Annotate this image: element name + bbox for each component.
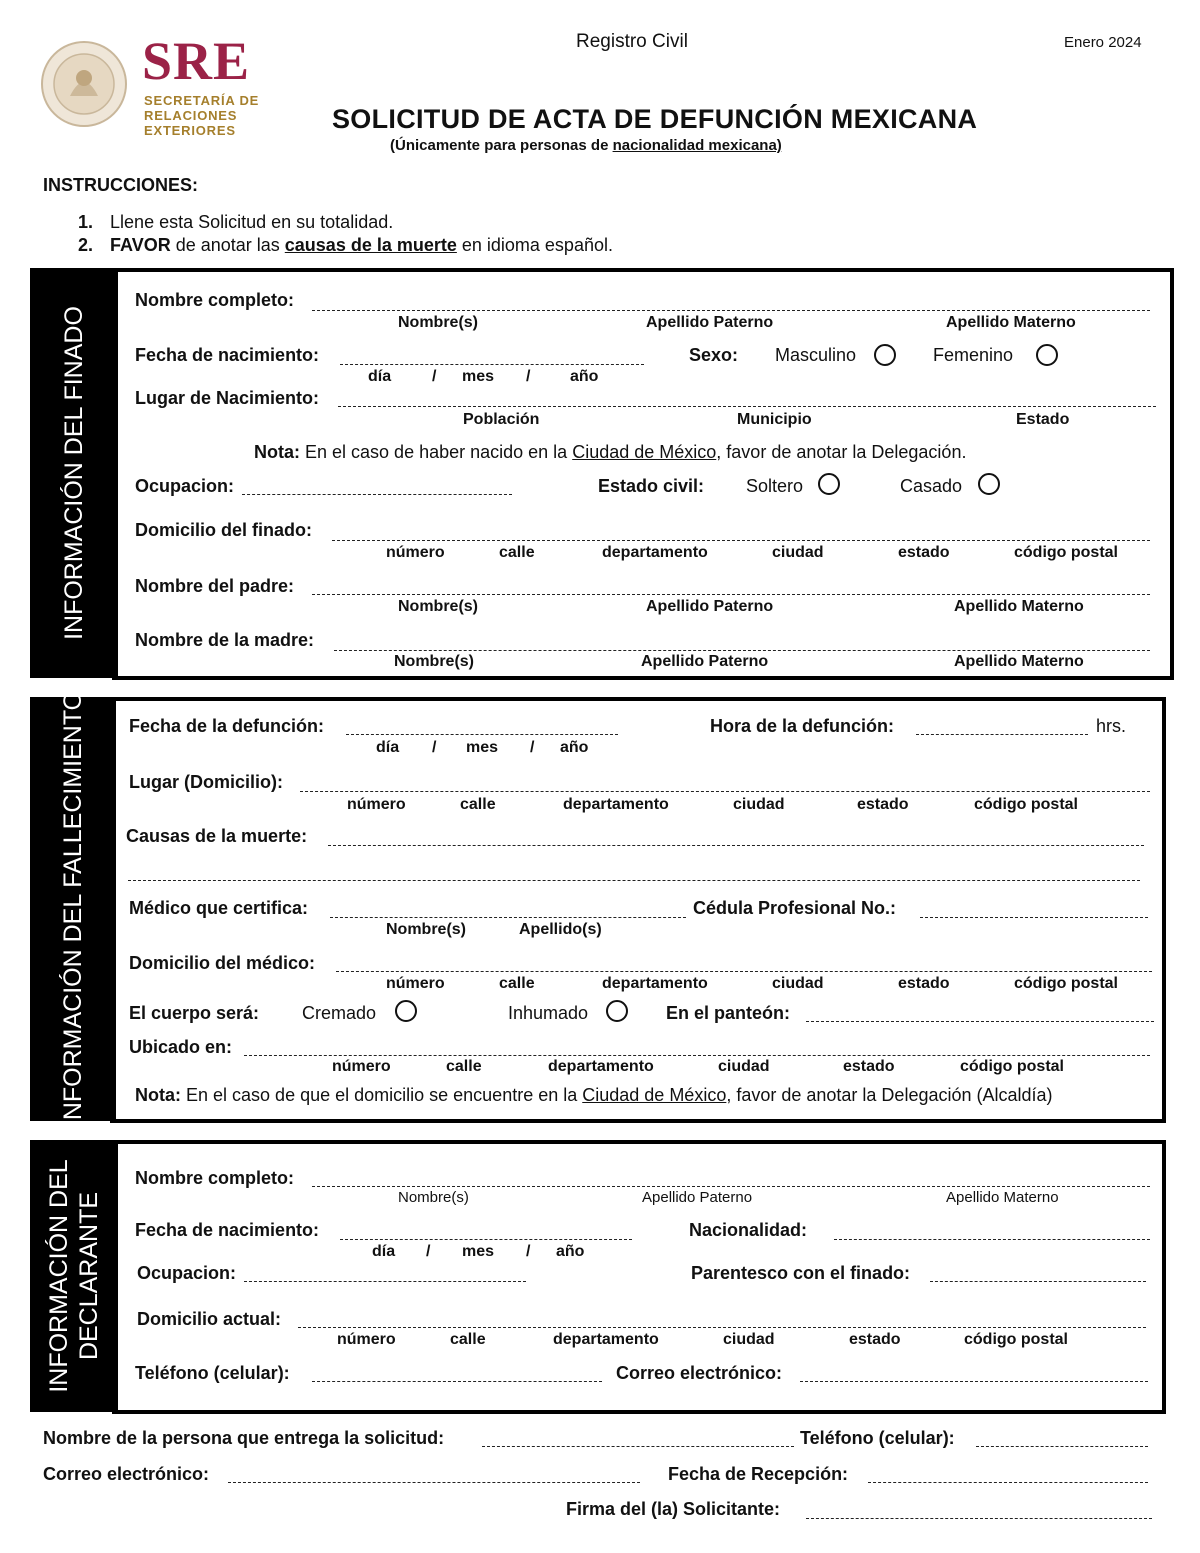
declarant-sub-nombre: Nombre(s) <box>398 1189 469 1206</box>
death-time-unit: hrs. <box>1096 716 1127 736</box>
subtitle-prefix: (Únicamente para personas de <box>390 137 613 154</box>
death-time-field[interactable] <box>916 734 1088 735</box>
finado-address-label: Domicilio del finado: <box>135 520 313 540</box>
death-place-sub-estado: estado <box>857 796 909 813</box>
location-sub-departamento: departamento <box>548 1058 654 1075</box>
declarant-birthdate-sub-dia: día <box>372 1243 396 1260</box>
section-declarante-sidebar <box>30 1140 118 1412</box>
finado-occupation-field[interactable] <box>242 494 512 495</box>
cemetery-location-field[interactable] <box>244 1055 1150 1056</box>
doctor-address-sub-estado: estado <box>898 975 950 992</box>
inhumado-radio[interactable] <box>606 1000 628 1022</box>
fallecimiento-note <box>135 1085 1053 1106</box>
declarant-email-field[interactable] <box>800 1381 1148 1382</box>
death-place-sub-calle: calle <box>460 796 496 813</box>
license-field[interactable] <box>920 917 1148 918</box>
declarant-birthdate-sub-mes: mes <box>462 1243 495 1260</box>
finado-address-sub-estado: estado <box>898 544 950 561</box>
section-declarante-title <box>44 1159 104 1392</box>
death-causes-field-1[interactable] <box>328 845 1144 846</box>
submitter-name-field[interactable] <box>482 1446 794 1447</box>
death-date-slash2: / <box>530 739 535 756</box>
declarant-phone-label: Teléfono (celular): <box>135 1363 290 1383</box>
finado-address-field[interactable] <box>332 540 1150 541</box>
section-finado-sidebar <box>30 268 118 678</box>
declarant-phone-field[interactable] <box>312 1381 602 1382</box>
death-time-label: Hora de la defunción: <box>710 716 895 736</box>
finado-birthdate-field[interactable] <box>340 364 644 365</box>
declarant-address-sub-departamento: departamento <box>553 1331 659 1348</box>
location-sub-estado: estado <box>843 1058 895 1075</box>
doctor-address-sub-calle: calle <box>499 975 535 992</box>
doctor-address-label: Domicilio del médico: <box>129 953 316 973</box>
finado-birthdate-label: Fecha de nacimiento: <box>135 345 320 365</box>
declarant-occupation-label: Ocupacion: <box>137 1263 237 1283</box>
fallecimiento-note-pre: En el caso de que el domicilio se encuentre en la <box>181 1085 583 1105</box>
finado-name-sub-paterno: Apellido Paterno <box>646 314 774 331</box>
reception-date-label: Fecha de Recepción: <box>668 1464 849 1484</box>
finado-name-sub-materno: Apellido Materno <box>946 314 1076 331</box>
instruction-2 <box>78 235 613 256</box>
death-date-slash1: / <box>432 739 437 756</box>
death-place-sub-numero: número <box>347 796 406 813</box>
death-place-sub-ciudad: ciudad <box>733 796 785 813</box>
page-title: SOLICITUD DE ACTA DE DEFUNCIÓN MEXICANA <box>332 104 978 134</box>
mother-sub-paterno: Apellido Paterno <box>641 653 769 670</box>
finado-birthplace-label: Lugar de Nacimiento: <box>135 388 320 408</box>
section-declarante-title-line1: INFORMACIÓN DEL <box>45 1159 73 1393</box>
finado-address-sub-calle: calle <box>499 544 535 561</box>
doctor-address-sub-ciudad: ciudad <box>772 975 824 992</box>
finado-note-post: , favor de anotar la Delegación. <box>716 442 967 462</box>
declarant-birthdate-label: Fecha de nacimiento: <box>135 1220 320 1240</box>
cremado-radio[interactable] <box>395 1000 417 1022</box>
declarant-birthdate-slash2: / <box>526 1243 531 1260</box>
page-subtitle <box>390 137 782 154</box>
declarant-occupation-field[interactable] <box>244 1281 526 1282</box>
instruction-2-end: en idioma español. <box>456 235 613 255</box>
femenino-label: Femenino <box>933 345 1014 365</box>
doctor-label: Médico que certifica: <box>129 898 309 918</box>
father-name-field[interactable] <box>312 594 1150 595</box>
instructions-heading: INSTRUCCIONES: <box>43 175 199 195</box>
casado-radio[interactable] <box>978 473 1000 495</box>
doctor-sub-apellidos: Apellido(s) <box>519 921 602 938</box>
finado-birthdate-slash1: / <box>432 368 437 385</box>
death-place-label: Lugar (Domicilio): <box>129 772 283 792</box>
instruction-2-bold: FAVOR <box>110 235 171 255</box>
birthplace-sub-poblacion: Población <box>463 411 540 428</box>
declarant-birthdate-sub-anio: año <box>556 1243 585 1260</box>
sre-acronym: SRE <box>142 31 251 91</box>
instruction-2-underlined: causas de la muerte <box>284 235 457 255</box>
finado-name-field[interactable] <box>312 310 1150 311</box>
soltero-label: Soltero <box>746 476 804 496</box>
soltero-radio[interactable] <box>818 473 840 495</box>
instruction-1 <box>78 212 393 233</box>
finado-occupation-label: Ocupacion: <box>135 476 235 496</box>
sre-line2: RELACIONES <box>144 108 238 123</box>
declarant-address-sub-ciudad: ciudad <box>723 1331 775 1348</box>
finado-address-sub-ciudad: ciudad <box>772 544 824 561</box>
father-sub-paterno: Apellido Paterno <box>646 598 774 615</box>
instruction-1-number: 1. <box>78 212 94 232</box>
father-sub-nombre: Nombre(s) <box>398 598 479 615</box>
father-sub-materno: Apellido Materno <box>954 598 1084 615</box>
declarant-address-sub-cp: código postal <box>964 1331 1068 1348</box>
location-sub-calle: calle <box>446 1058 482 1075</box>
license-label: Cédula Profesional No.: <box>693 898 897 918</box>
declarant-birthdate-field[interactable] <box>340 1239 632 1240</box>
declarant-address-sub-estado: estado <box>849 1331 901 1348</box>
declarant-birthdate-slash1: / <box>426 1243 431 1260</box>
cemetery-field[interactable] <box>806 1021 1154 1022</box>
location-sub-cp: código postal <box>960 1058 1064 1075</box>
body-disposition-label: El cuerpo será: <box>129 1003 260 1023</box>
death-place-sub-cp: código postal <box>974 796 1078 813</box>
finado-birthdate-slash2: / <box>526 368 531 385</box>
doctor-sub-nombre: Nombre(s) <box>386 921 467 938</box>
sre-logo <box>40 31 270 138</box>
mother-name-label: Nombre de la madre: <box>135 630 315 650</box>
death-date-sub-anio: año <box>560 739 589 756</box>
submitter-email-field[interactable] <box>228 1482 640 1483</box>
nationality-field[interactable] <box>834 1239 1150 1240</box>
signature-label: Firma del (la) Solicitante: <box>566 1499 781 1519</box>
declarant-address-sub-numero: número <box>337 1331 396 1348</box>
birthplace-sub-estado: Estado <box>1016 411 1070 428</box>
fallecimiento-note-post: , favor de anotar la Delegación (Alcaldía) <box>726 1085 1053 1105</box>
section-declarante-title-line2: DECLARANTE <box>75 1191 103 1361</box>
declarant-name-label: Nombre completo: <box>135 1168 295 1188</box>
location-sub-ciudad: ciudad <box>718 1058 770 1075</box>
submitter-phone-field[interactable] <box>976 1446 1148 1447</box>
finado-address-sub-numero: número <box>386 544 445 561</box>
finado-note <box>254 442 966 463</box>
instruction-2-number: 2. <box>78 235 94 255</box>
subtitle-underlined: nacionalidad mexicana) <box>612 137 782 154</box>
finado-sex-label: Sexo: <box>689 345 739 365</box>
finado-note-city: Ciudad de México <box>572 442 717 462</box>
finado-note-pre: En el caso de haber nacido en la <box>300 442 573 462</box>
sre-line1: SECRETARÍA DE <box>144 93 260 108</box>
section-finado-title: INFORMACIÓN DEL FINADO <box>60 306 88 640</box>
cemetery-label: En el panteón: <box>666 1003 791 1023</box>
doctor-address-field[interactable] <box>336 971 1152 972</box>
masculino-label: Masculino <box>775 345 857 365</box>
finado-note-label: Nota: <box>254 442 300 462</box>
signature-field[interactable] <box>806 1518 1152 1519</box>
doctor-field[interactable] <box>330 917 686 918</box>
declarant-name-field[interactable] <box>312 1186 1150 1187</box>
finado-name-sub-nombre: Nombre(s) <box>398 314 479 331</box>
mother-sub-nombre: Nombre(s) <box>394 653 475 670</box>
reception-date-field[interactable] <box>868 1482 1148 1483</box>
section-fallecimiento-title: INFORMACIÓN DEL FALLECIMIENTO <box>59 690 87 1128</box>
declarant-address-label: Domicilio actual: <box>137 1309 282 1329</box>
death-date-sub-mes: mes <box>466 739 499 756</box>
finado-name-label: Nombre completo: <box>135 290 295 310</box>
finado-birthdate-sub-anio: año <box>570 368 599 385</box>
cemetery-location-label: Ubicado en: <box>129 1037 233 1057</box>
declarant-address-sub-calle: calle <box>450 1331 486 1348</box>
femenino-radio[interactable] <box>1036 344 1058 366</box>
submitter-name-label: Nombre de la persona que entrega la solicitud: <box>43 1428 445 1448</box>
declarant-sub-paterno: Apellido Paterno <box>642 1189 753 1206</box>
inhumado-label: Inhumado <box>508 1003 589 1023</box>
finado-address-sub-departamento: departamento <box>602 544 708 561</box>
relationship-label: Parentesco con el finado: <box>691 1263 911 1283</box>
mother-name-field[interactable] <box>334 650 1150 651</box>
doctor-address-sub-cp: código postal <box>1014 975 1118 992</box>
doctor-address-sub-departamento: departamento <box>602 975 708 992</box>
civil-status-label: Estado civil: <box>598 476 705 496</box>
location-sub-numero: número <box>332 1058 391 1075</box>
death-date-sub-dia: día <box>376 739 400 756</box>
finado-birthdate-sub-mes: mes <box>462 368 495 385</box>
masculino-radio[interactable] <box>874 344 896 366</box>
nationality-label: Nacionalidad: <box>689 1220 808 1240</box>
death-causes-field-2[interactable] <box>128 880 1140 881</box>
mother-sub-materno: Apellido Materno <box>954 653 1084 670</box>
death-causes-label: Causas de la muerte: <box>126 826 308 846</box>
document-date: Enero 2024 <box>1064 34 1142 51</box>
section-fallecimiento-sidebar <box>30 690 116 1128</box>
cremado-label: Cremado <box>302 1003 377 1023</box>
registry-label: Registro Civil <box>576 31 688 52</box>
birthplace-sub-municipio: Municipio <box>737 411 812 428</box>
death-date-label: Fecha de la defunción: <box>129 716 325 736</box>
sre-line3: EXTERIORES <box>144 123 236 138</box>
declarant-sub-materno: Apellido Materno <box>946 1189 1059 1206</box>
submitter-phone-label: Teléfono (celular): <box>800 1428 955 1448</box>
national-seal-icon <box>40 38 128 130</box>
fallecimiento-note-label: Nota: <box>135 1085 181 1105</box>
declarant-email-label: Correo electrónico: <box>616 1363 783 1383</box>
declarant-address-field[interactable] <box>298 1327 1146 1328</box>
submitter-email-label: Correo electrónico: <box>43 1464 210 1484</box>
finado-address-sub-cp: código postal <box>1014 544 1118 561</box>
doctor-address-sub-numero: número <box>386 975 445 992</box>
death-date-field[interactable] <box>346 734 618 735</box>
finado-birthplace-field[interactable] <box>338 406 1156 407</box>
finado-birthdate-sub-dia: día <box>368 368 392 385</box>
instruction-2-mid: de anotar las <box>170 235 285 255</box>
death-place-sub-departamento: departamento <box>563 796 669 813</box>
death-place-field[interactable] <box>300 791 1150 792</box>
instruction-1-text: Llene esta Solicitud en su totalidad. <box>110 212 394 232</box>
casado-label: Casado <box>900 476 963 496</box>
relationship-field[interactable] <box>930 1281 1146 1282</box>
father-name-label: Nombre del padre: <box>135 576 295 596</box>
fallecimiento-note-city: Ciudad de México <box>582 1085 727 1105</box>
